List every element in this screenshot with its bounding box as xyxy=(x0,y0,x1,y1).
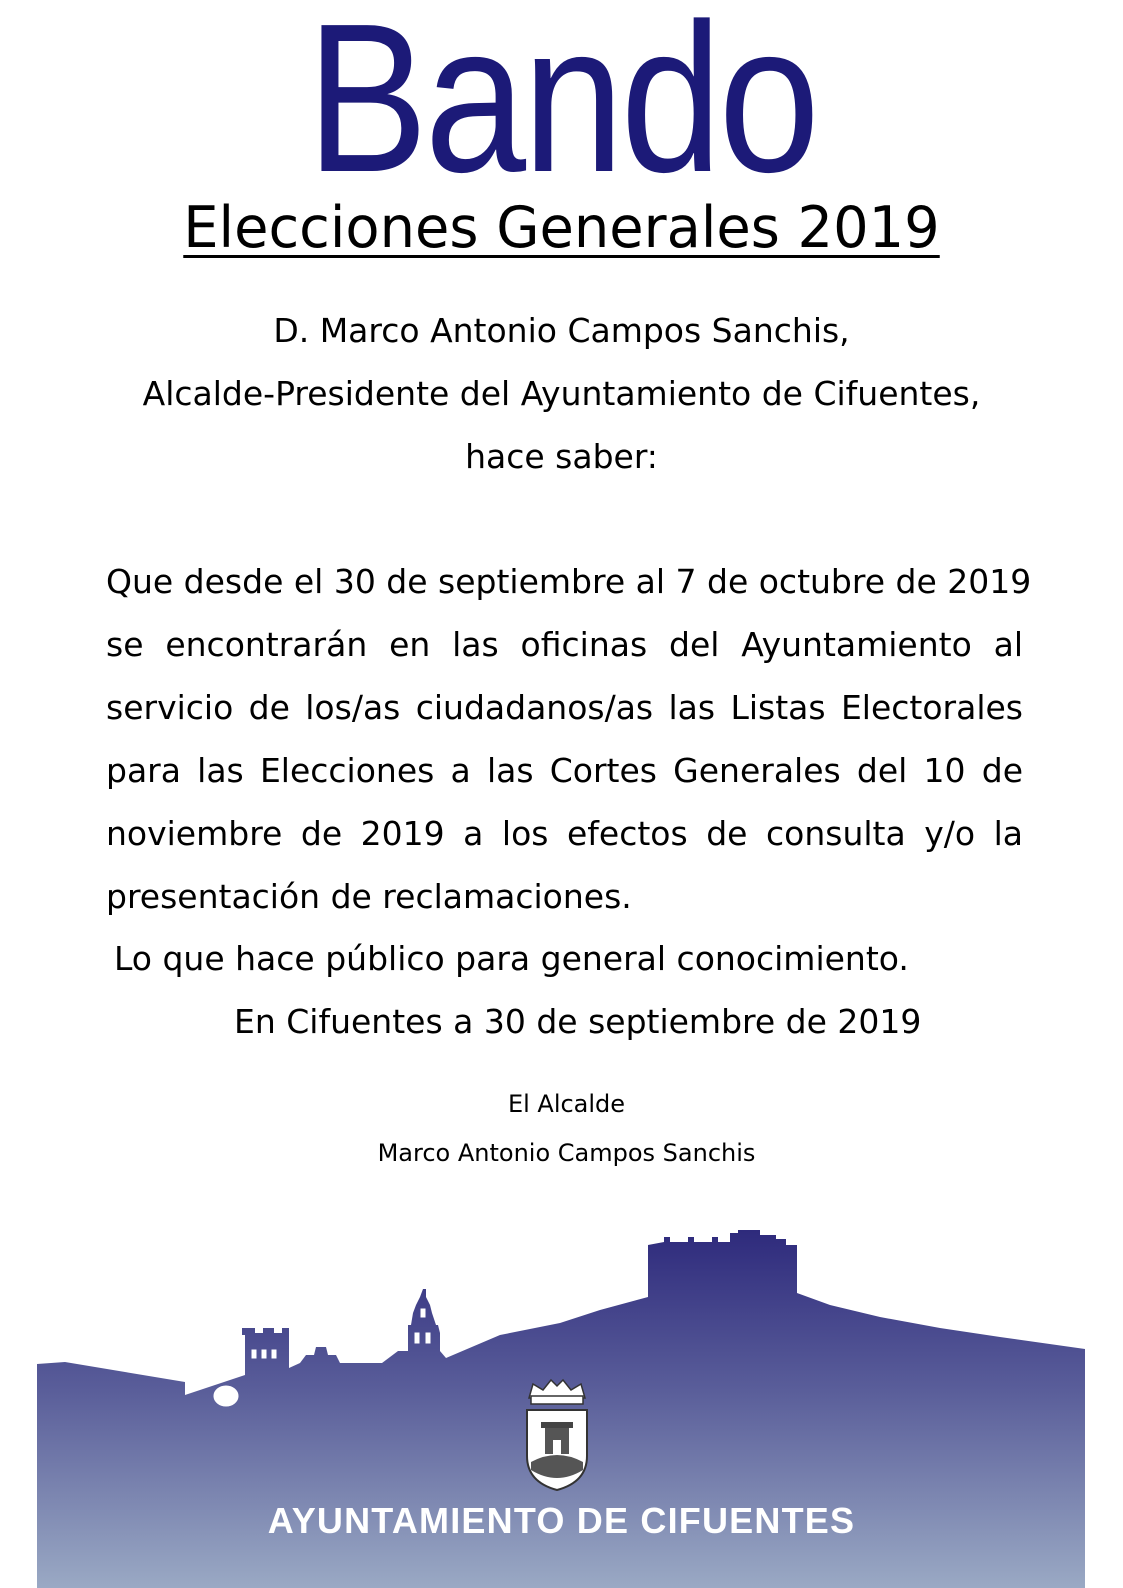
coat-of-arms-icon xyxy=(527,1380,587,1490)
subtitle-text: Elecciones Generales 2019 xyxy=(183,195,940,261)
body-line: para las Elecciones a las Cortes Generales del 10 de xyxy=(106,751,1023,790)
body-line: Que desde el 30 de septiembre al 7 de octubre de 2019 xyxy=(106,562,1032,601)
body-line: presentación de reclamaciones. xyxy=(106,877,632,916)
page-subtitle xyxy=(11,195,1112,261)
place-date: En Cifuentes a 30 de septiembre de 2019 xyxy=(234,1002,922,1041)
intro-name: D. Marco Antonio Campos Sanchis, xyxy=(273,311,850,350)
body-line: servicio de los/as ciudadanos/as las Listas Electorales xyxy=(106,688,1023,727)
body-line: se encontrarán en las oficinas del Ayuntamiento al xyxy=(106,625,1023,664)
closing-statement: Lo que hace público para general conocimiento. xyxy=(114,939,909,978)
institution-name: AYUNTAMIENTO DE CIFUENTES xyxy=(267,1500,856,1541)
signature-name: Marco Antonio Campos Sanchis xyxy=(377,1139,756,1167)
page-title: Bando xyxy=(306,0,817,216)
intro-position: Alcalde-Presidente del Ayuntamiento de Cifuentes, xyxy=(142,374,981,413)
intro-announcement: hace saber: xyxy=(465,437,658,476)
skyline-detail xyxy=(214,1386,238,1406)
body-line: noviembre de 2019 a los efectos de consulta y/o la xyxy=(106,814,1023,853)
signature-role: El Alcalde xyxy=(507,1090,626,1118)
